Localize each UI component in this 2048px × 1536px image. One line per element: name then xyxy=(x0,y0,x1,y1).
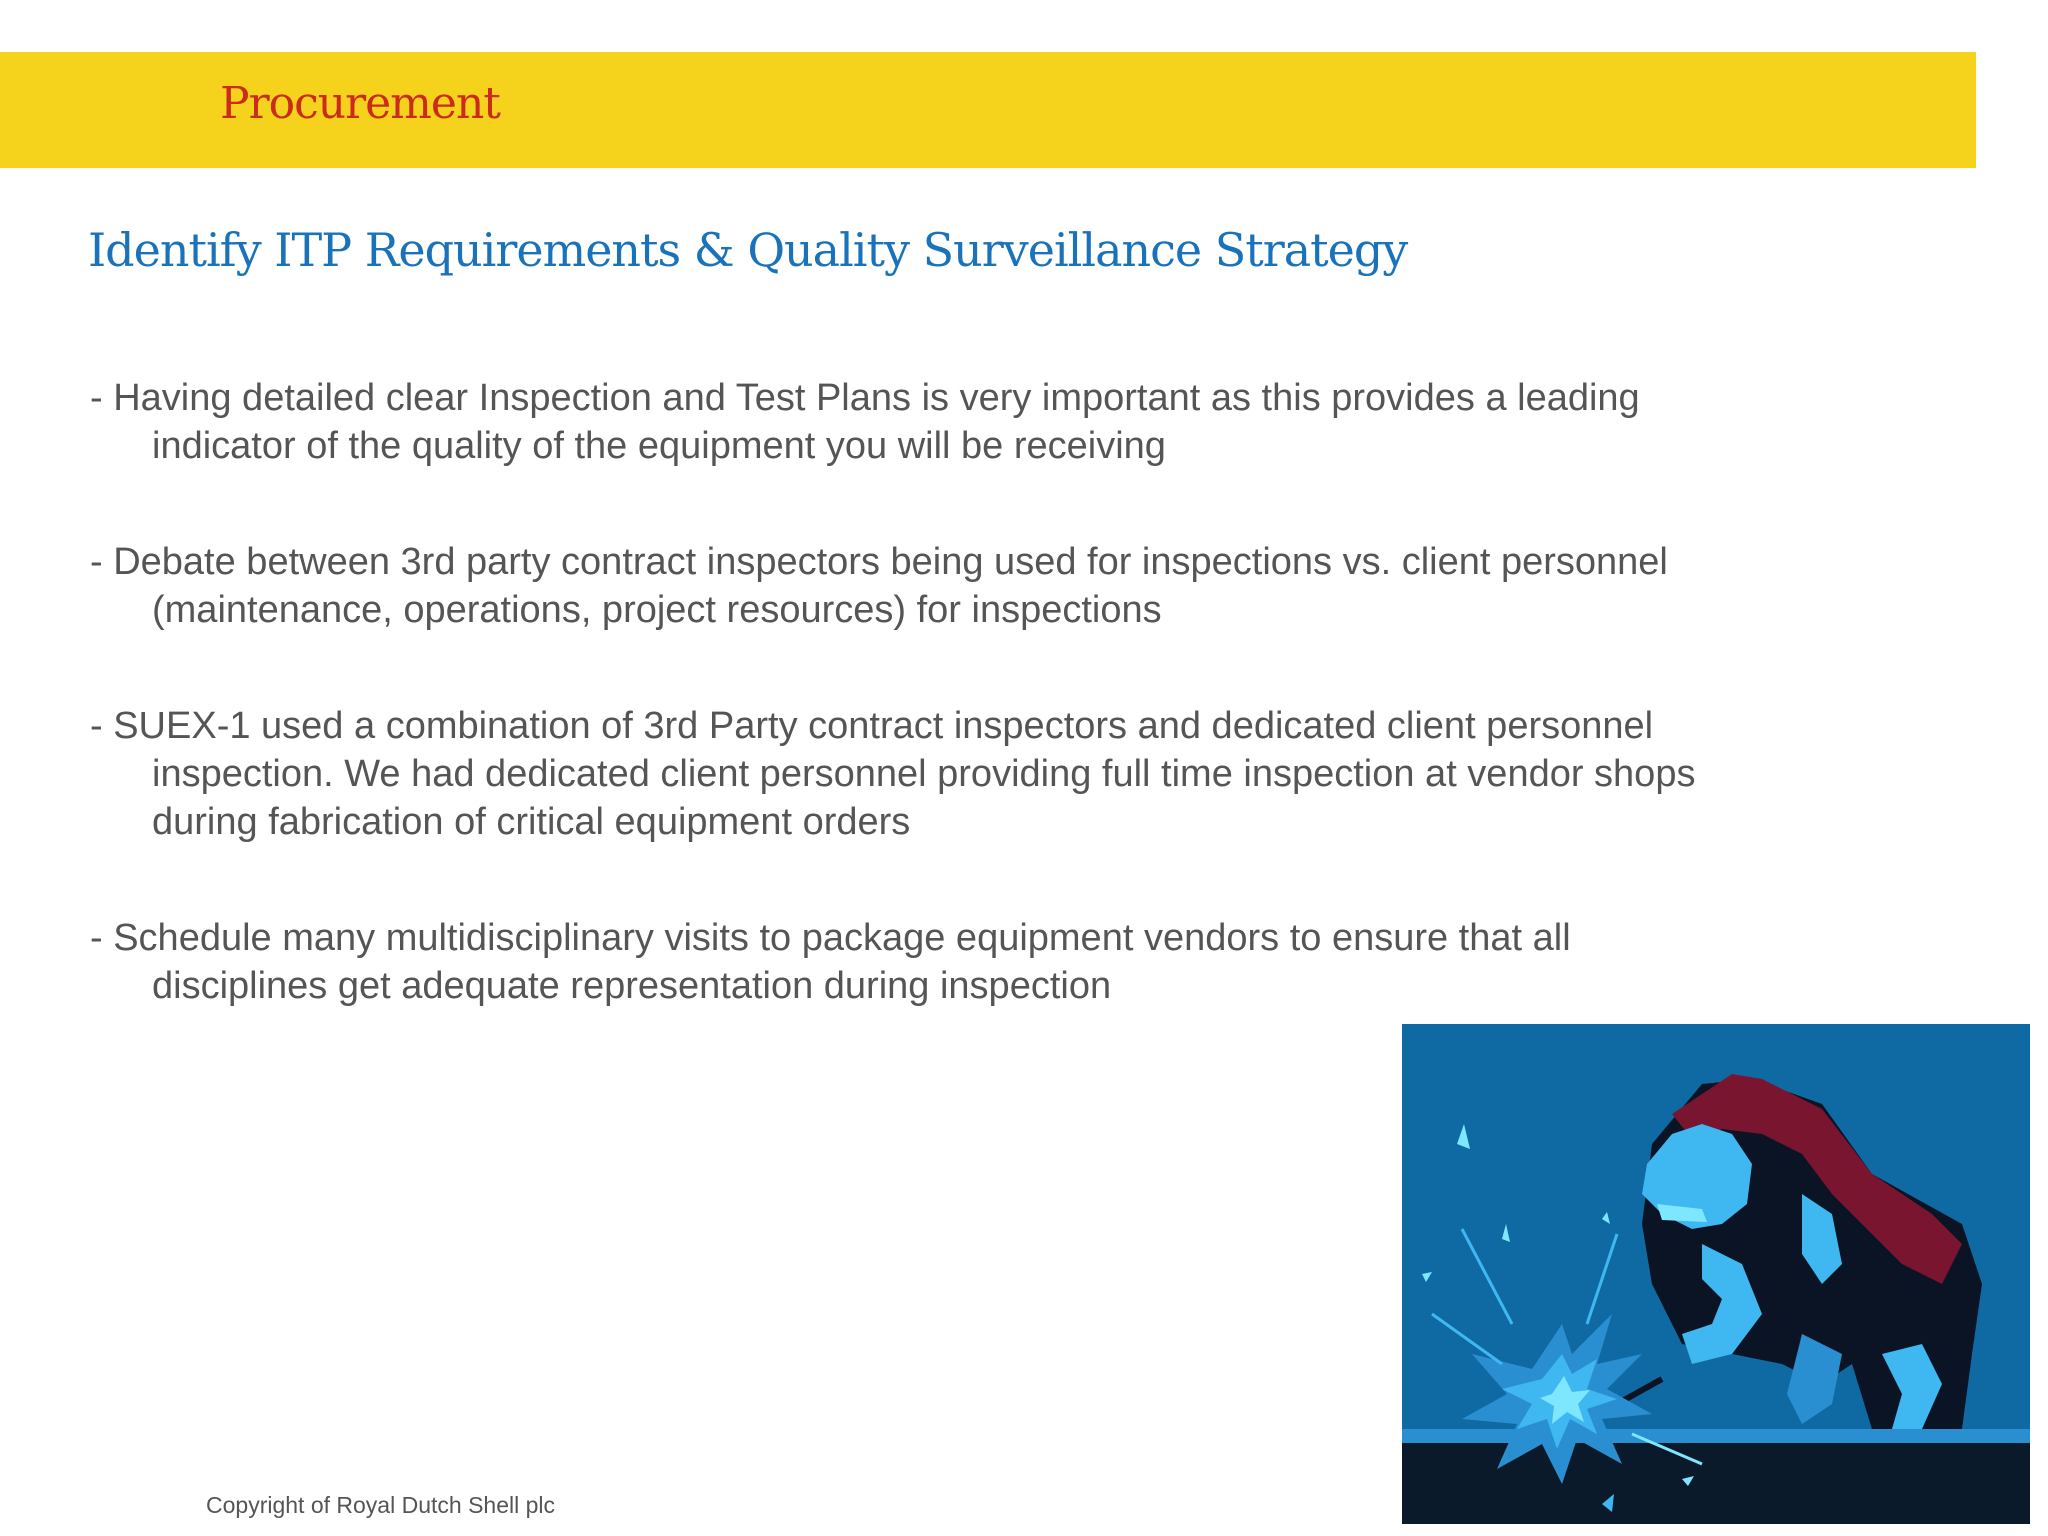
bullet-text: - Having detailed clear Inspection and Test Plans is very important as this provides a leading xyxy=(90,377,1640,419)
bullet-item xyxy=(90,702,1850,846)
bullet-text: - Debate between 3rd party contract inspectors being used for inspections vs. client personnel xyxy=(90,541,1668,583)
bullet-continuation: indicator of the quality of the equipment you will be receiving xyxy=(152,425,1166,467)
bullet-text: - Schedule many multidisciplinary visits to package equipment vendors to ensure that all xyxy=(90,917,1571,959)
section-title: Procurement xyxy=(220,78,500,129)
bullet-continuation: (maintenance, operations, project resources) for inspections xyxy=(152,589,1162,631)
bullet-item xyxy=(90,538,1850,634)
bullet-item xyxy=(90,374,1850,470)
welder-illustration xyxy=(1402,1024,2030,1524)
bullet-continuation: during fabrication of critical equipment orders xyxy=(152,801,911,843)
bullet-text: - SUEX-1 used a combination of 3rd Party contract inspectors and dedicated client personnel xyxy=(90,705,1654,747)
copyright-text: Copyright of Royal Dutch Shell plc xyxy=(206,1492,555,1518)
bullet-continuation: disciplines get adequate representation during inspection xyxy=(152,965,1112,1007)
bullet-item xyxy=(90,914,1850,1010)
slide-title: Identify ITP Requirements & Quality Surveillance Strategy xyxy=(88,223,1408,277)
bullet-continuation: inspection. We had dedicated client personnel providing full time inspection at vendor shops xyxy=(152,753,1696,795)
